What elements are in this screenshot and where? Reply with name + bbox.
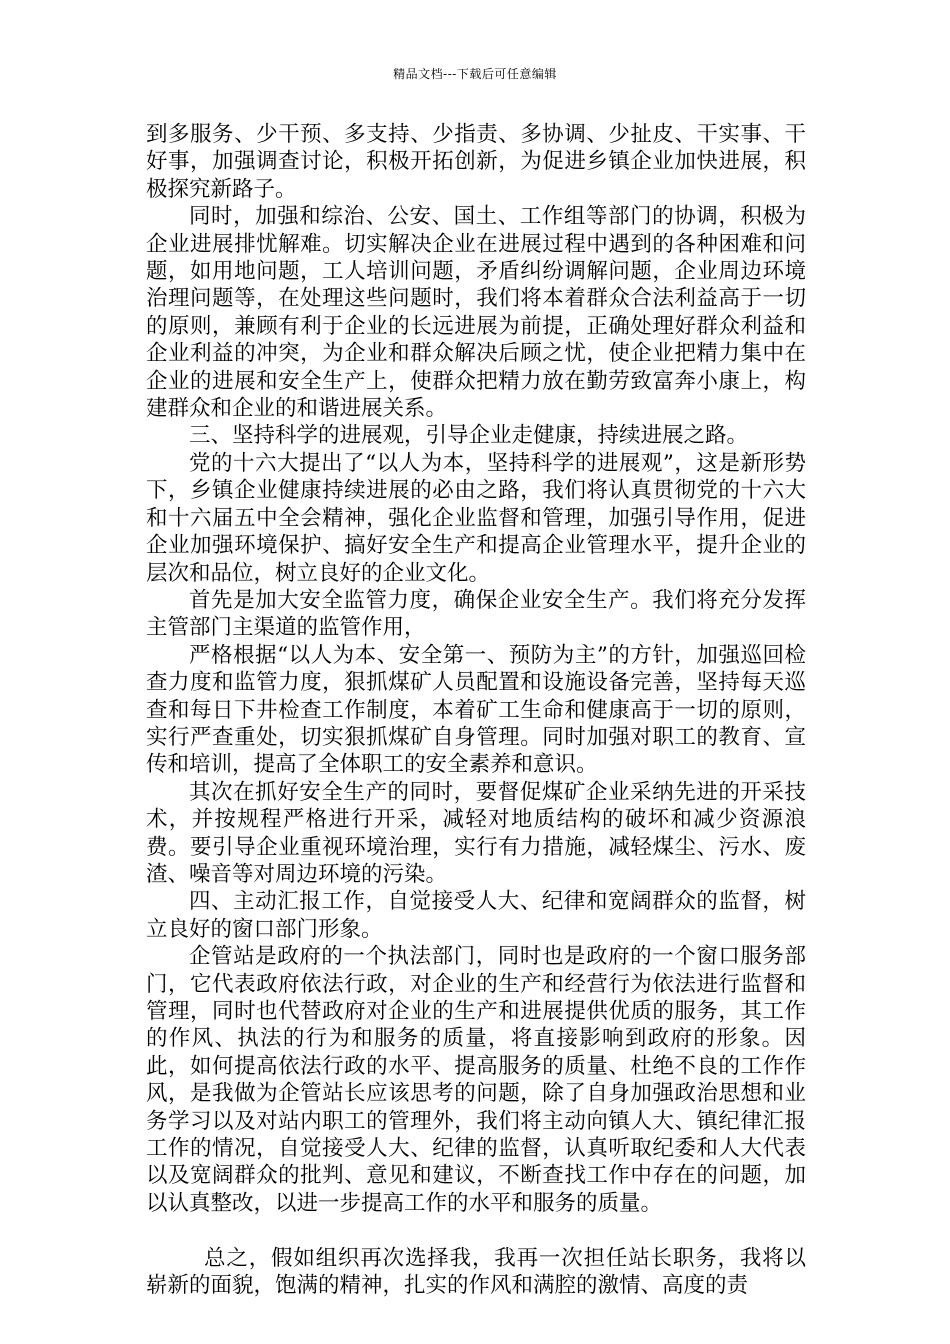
page-header: 精品文档---下载后可任意编辑	[393, 67, 557, 81]
section-heading-three: 三、坚持科学的进展观，引导企业走健康，持续进展之路。	[189, 423, 749, 449]
paragraph-safety-supervision: 首先是加大安全监管力度，确保企业安全生产。我们将充分发挥主管部门主渠道的监管作用，	[146, 587, 806, 641]
paragraph-safety-policy: 严格根据“以人为本、安全第一、预防为主”的方针，加强巡回检查力度和监管力度，狠抓煤矿人员配置和设施设备完善，坚持每天巡查和每日下井检查工作制度，本着矿工生命和健康高于一切的原则，实行严查重处，切实狠抓煤矿自身管理。同时加强对职工的教育、宣传和培训，提高了全体职工的安全素养和意识。	[146, 642, 806, 778]
paragraph-conclusion: 总之，假如组织再次选择我，我再一次担任站长职务，我将以崭新的面貌，饱满的精神，扎实的作风和满腔的激情、高度的责	[146, 1245, 806, 1299]
document-body	[146, 121, 806, 1299]
paragraph-station-role: 企管站是政府的一个执法部门，同时也是政府的一个窗口服务部门，它代表政府依法行政，对企业的生产和经营行为依法进行监督和管理，同时也代替政府对企业的生产和进展提供优质的服务，其工作的作风、执法的行为和服务的质量，将直接影响到政府的形象。因此，如何提高依法行政的水平、提高服务的质量、杜绝不良的工作作风，是我做为企管站长应该思考的问题，除了自身加强政治思想和业务学习以及对站内职工的管理外，我们将主动向镇人大、镇纪律汇报工作的情况，自觉接受人大、纪律的监督，认真听取纪委和人大代表以及宽阔群众的批判、意见和建议，不断查找工作中存在的问题，加以认真整改，以进一步提高工作的水平和服务的质量。	[146, 944, 806, 1216]
paragraph-continuation: 到多服务、少干预、多支持、少指责、多协调、少扯皮、干实事、干好事，加强调查讨论，积极开拓创新，为促进乡镇企业加快进展，积极探究新路子。	[146, 122, 806, 202]
blank-line	[146, 1217, 806, 1244]
paragraph-scientific-development: 党的十六大提出了“以人为本，坚持科学的进展观”，这是新形势下，乡镇企业健康持续进展的必由之路，我们将认真贯彻党的十六大和十六届五中全会精神，强化企业监督和管理，加强引导作用，促进企业加强环境保护、搞好安全生产和提高企业管理水平，提升企业的层次和品位，树立良好的企业文化。	[146, 450, 806, 586]
paragraph-coordination: 同时，加强和综治、公安、国土、工作组等部门的协调，积极为企业进展排忧解难。切实解决企业在进展过程中遇到的各种困难和问题，如用地问题，工人培训问题，矛盾纠纷调解问题，企业周边环境治理问题等，在处理这些问题时，我们将本着群众合法利益高于一切的原则，兼顾有利于企业的长远进展为前提，正确处理好群众利益和企业利益的冲突，为企业和群众解决后顾之忧，使企业把精力集中在企业的进展和安全生产上，使群众把精力放在勤劳致富奔小康上，构建群众和企业的和谐进展关系。	[146, 204, 806, 422]
paragraph-mining-technology: 其次在抓好安全生产的同时，要督促煤矿企业采纳先进的开采技术，并按规程严格进行开采，减轻对地质结构的破坏和减少资源浪费。要引导企业重视环境治理，实行有力措施，减轻煤尘、污水、废渣、噪音等对周边环境的污染。	[146, 779, 806, 887]
section-heading-four: 四、主动汇报工作，自觉接受人大、纪律和宽阔群众的监督，树立良好的窗口部门形象。	[146, 889, 806, 942]
